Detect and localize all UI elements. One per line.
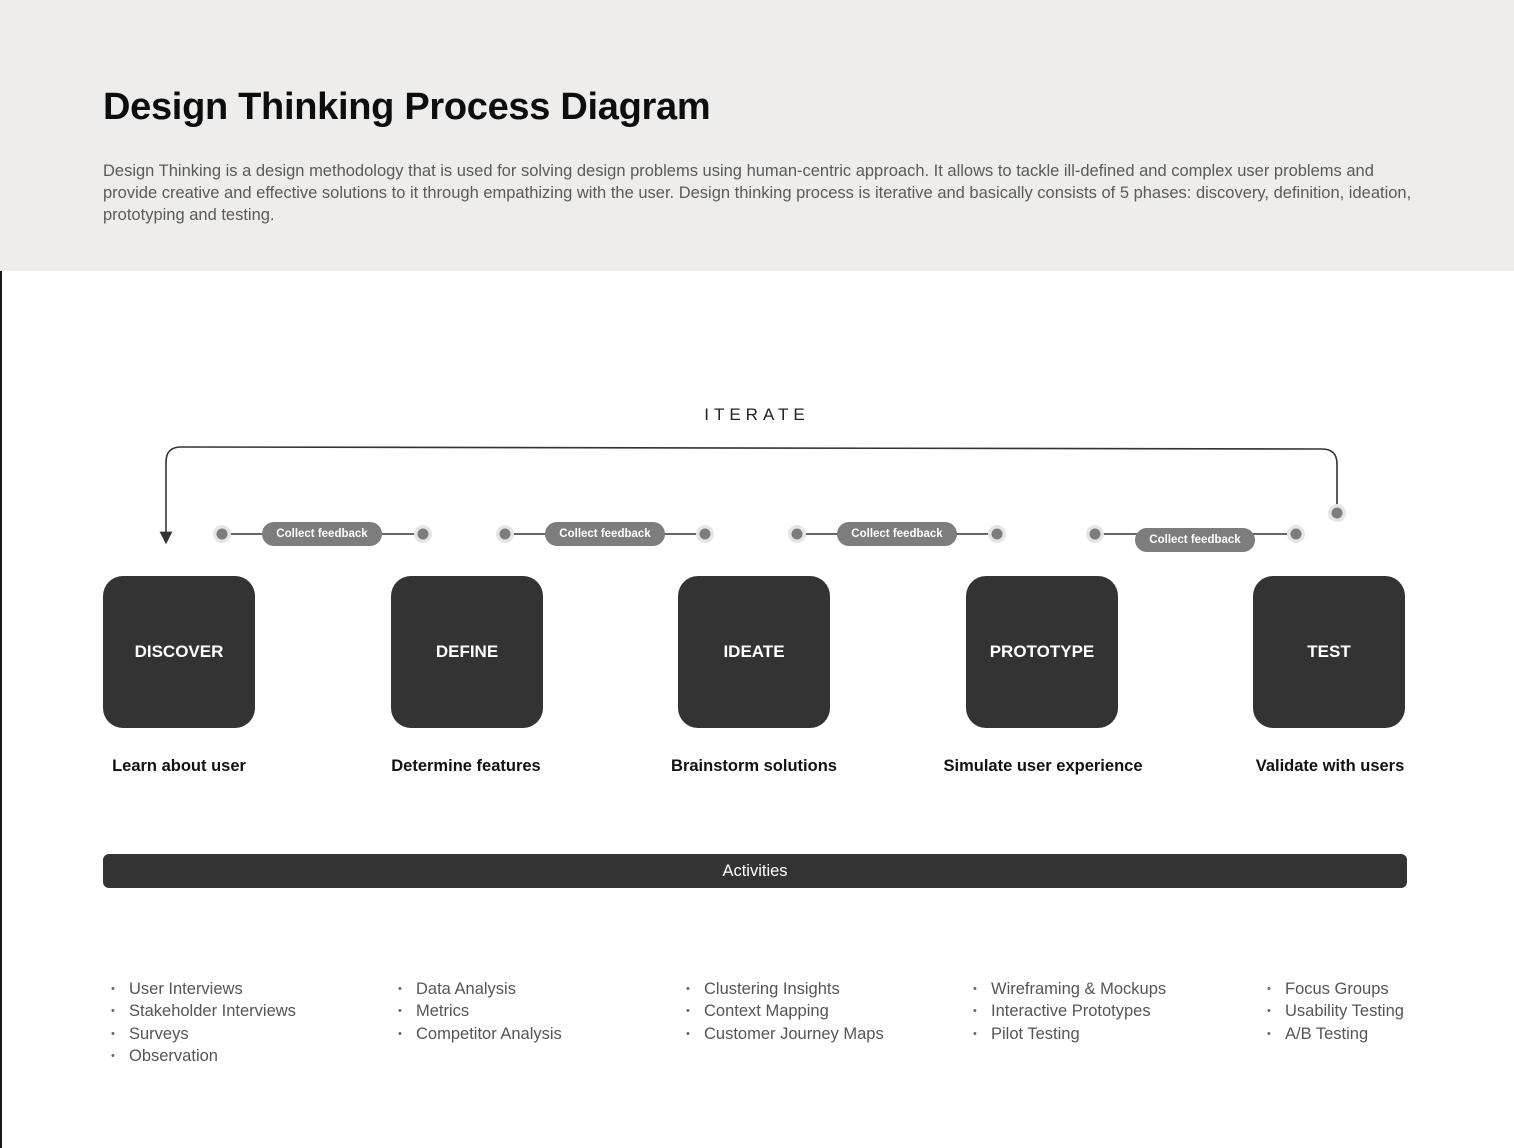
feedback-start-node (500, 529, 511, 540)
feedback-start-node (792, 529, 803, 540)
activity-item: • Wireframing & Mockups (973, 978, 1166, 1000)
collect-feedback-pill: Collect feedback (1135, 528, 1255, 552)
activity-list-test (1267, 978, 1404, 1045)
phase-box-test: TEST (1253, 576, 1405, 728)
collect-feedback-pill: Collect feedback (545, 522, 665, 546)
iterate-label: ITERATE (704, 405, 810, 424)
phase-subtitle-discover: Learn about user (112, 757, 246, 775)
activity-list-prototype (973, 978, 1166, 1045)
iterate-end-node (1328, 504, 1346, 522)
feedback-start-node (217, 529, 228, 540)
activity-item: • Interactive Prototypes (973, 1000, 1166, 1022)
activity-list-ideate (686, 978, 884, 1045)
phase-box-discover: DISCOVER (103, 576, 255, 728)
feedback-end-node (1291, 529, 1302, 540)
collect-feedback-pill: Collect feedback (262, 522, 382, 546)
activity-item: • Data Analysis (398, 978, 562, 1000)
phase-subtitle-prototype: Simulate user experience (943, 757, 1143, 775)
phase-subtitle-ideate: Brainstorm solutions (671, 757, 837, 775)
activity-item: • Surveys (111, 1023, 296, 1045)
activity-item: • A/B Testing (1267, 1023, 1404, 1045)
activity-item: • Metrics (398, 1000, 562, 1022)
activity-item: • Usability Testing (1267, 1000, 1404, 1022)
page-title: Design Thinking Process Diagram (103, 86, 711, 128)
activity-list-discover (111, 978, 296, 1067)
feedback-end-node (418, 529, 429, 540)
phase-box-ideate: IDEATE (678, 576, 830, 728)
activity-item: • Competitor Analysis (398, 1023, 562, 1045)
activity-item: • Customer Journey Maps (686, 1023, 884, 1045)
feedback-start-node (1090, 529, 1101, 540)
feedback-end-node (700, 529, 711, 540)
activity-item: • Pilot Testing (973, 1023, 1166, 1045)
collect-feedback-pill: Collect feedback (837, 522, 957, 546)
activity-item: • Clustering Insights (686, 978, 884, 1000)
phase-box-prototype: PROTOTYPE (966, 576, 1118, 728)
feedback-end-node (992, 529, 1003, 540)
phase-subtitle-define: Determine features (391, 757, 541, 775)
activities-bar: Activities (103, 854, 1407, 888)
activity-item: • Stakeholder Interviews (111, 1000, 296, 1022)
activity-item: • Context Mapping (686, 1000, 884, 1022)
page-description: Design Thinking is a design methodology that is used for solving design problems using human-centric approach. It allows to tackle ill-defined and complex user problems and provide creative and effective solutions to it through empathizing with the user. Design thinking process is iterative and basically consists of 5 phases: discovery, definition, ideation, prototyping and testing. (103, 162, 1412, 224)
activity-item: • Observation (111, 1045, 296, 1067)
activity-item: • User Interviews (111, 978, 296, 1000)
activity-item: • Focus Groups (1267, 978, 1404, 1000)
activity-list-define (398, 978, 562, 1045)
phase-subtitle-test: Validate with users (1255, 757, 1405, 775)
phase-box-define: DEFINE (391, 576, 543, 728)
